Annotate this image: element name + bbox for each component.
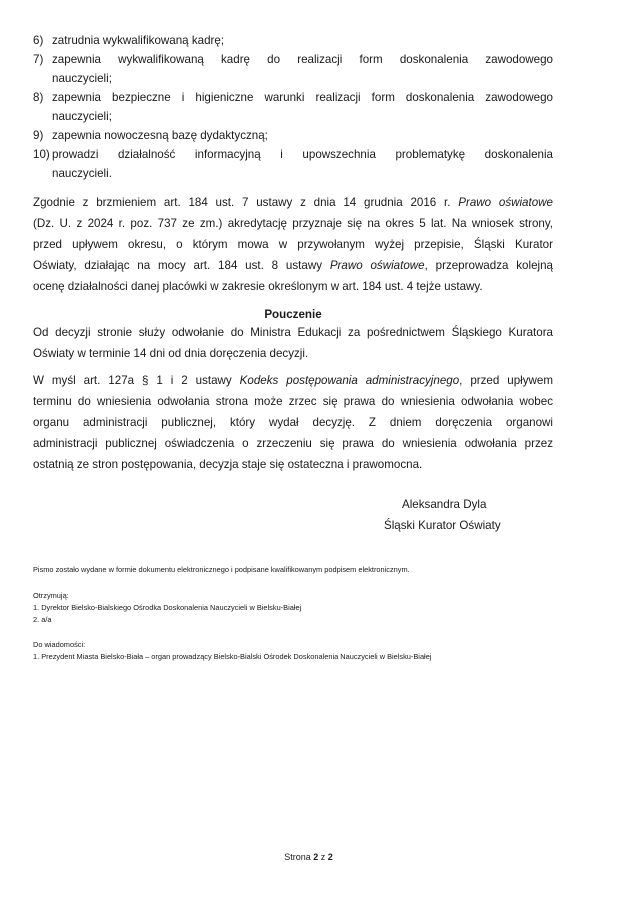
signatory-name: Aleksandra Dyla — [402, 498, 487, 511]
list-item-number: 7) — [33, 53, 44, 66]
recipient-item: 2. a/a — [33, 615, 52, 624]
act-title: Prawo oświatowe — [329, 259, 425, 272]
list-item-number: 10) — [33, 148, 50, 161]
list-item — [33, 31, 553, 50]
list-item — [33, 145, 553, 183]
instruction-heading: Pouczenie — [264, 308, 322, 321]
info-recipient-item: 1. Prezydent Miasta Bielsko-Biała – organ prowadzący Bielsko-Bialski Ośrodek Doskonalenia Nauczycieli w Bielsku-Białej — [33, 652, 432, 661]
list-item-text: zatrudnia wykwalifikowaną kadrę; — [52, 34, 225, 47]
instruction-paragraph: Od decyzji stronie służy odwołanie do Ministra Edukacji za pośrednictwem Śląskiego Kuratora Oświaty w terminie 14 dni od dnia doręczenia decyzji. — [33, 326, 553, 360]
list-item-text: zapewnia nowoczesną bazę dydaktyczną; — [52, 129, 268, 142]
page-number: Strona 2 z 2 — [284, 852, 333, 862]
list-item — [33, 126, 553, 145]
list-item-number: 6) — [33, 34, 44, 47]
info-recipients-label: Do wiadomości: — [33, 640, 86, 649]
accreditation-paragraph: Zgodnie z brzmieniem art. 184 ust. 7 ustawy z dnia 14 grudnia 2016 r. Prawo oświatowe (Dz. U. z 2024 r. poz. 737 ze zm.) akredytację przyznaje się na okres 5 lat. Na wniosek strony, przed upływem okresu, o którym mowa w przywołanym wyżej przepisie, Śląski Kurator Oświaty, działając na mocy art. 184 ust. 8 ustawy Prawo oświatowe, przeprowadza kolejną ocenę działalności danej placówki w zakresie określonym w art. 184 ust. 4 tejże ustawy. — [33, 196, 553, 293]
list-item-text: zapewnia wykwalifikowaną kadrę do realizacji form doskonalenia zawodowego — [52, 53, 553, 66]
recipients-label: Otrzymują: — [33, 591, 69, 600]
current-page: 2 — [313, 852, 319, 862]
total-pages: 2 — [327, 852, 333, 862]
list-item-text: nauczycieli; — [52, 110, 112, 123]
list-item-number: 8) — [33, 91, 44, 104]
waiver-paragraph: W myśl art. 127a § 1 i 2 ustawy Kodeks postępowania administracyjnego, przed upływem terminu do wniesienia odwołania strona może zrzec się prawa do wniesienia odwołania wobec organu administracji publicznej, który wydał decyzję. Z dniem doręczenia organowi administracji publicznej oświadczenia o zrzeczeniu się prawa do wniesienia odwołania przez ostatnią ze stron postępowania, decyzja staje się ostateczna i prawomocna. — [33, 374, 553, 471]
signatory-title: Śląski Kurator Oświaty — [384, 519, 501, 532]
requirements-list — [33, 31, 553, 183]
list-item-text: nauczycieli; — [52, 72, 112, 85]
act-title: Kodeks postępowania administracyjnego — [239, 374, 460, 387]
electronic-signature-note: Pismo zostało wydane w formie dokumentu elektronicznego i podpisane kwalifikowanym podpisem elektronicznym. — [33, 565, 410, 574]
list-item — [33, 50, 553, 88]
list-item-text: nauczycieli. — [52, 167, 112, 180]
list-item-number: 9) — [33, 129, 44, 142]
list-item-text: prowadzi działalność informacyjną i upowszechnia problematykę doskonalenia — [52, 148, 553, 161]
act-title: Prawo oświatowe — [458, 196, 553, 209]
recipient-item: 1. Dyrektor Bielsko-Bialskiego Ośrodka Doskonalenia Nauczycieli w Bielsku-Białej — [33, 603, 302, 612]
list-item-text: zapewnia bezpieczne i higieniczne warunki realizacji form doskonalenia zawodowego — [52, 91, 553, 104]
list-item — [33, 88, 553, 126]
